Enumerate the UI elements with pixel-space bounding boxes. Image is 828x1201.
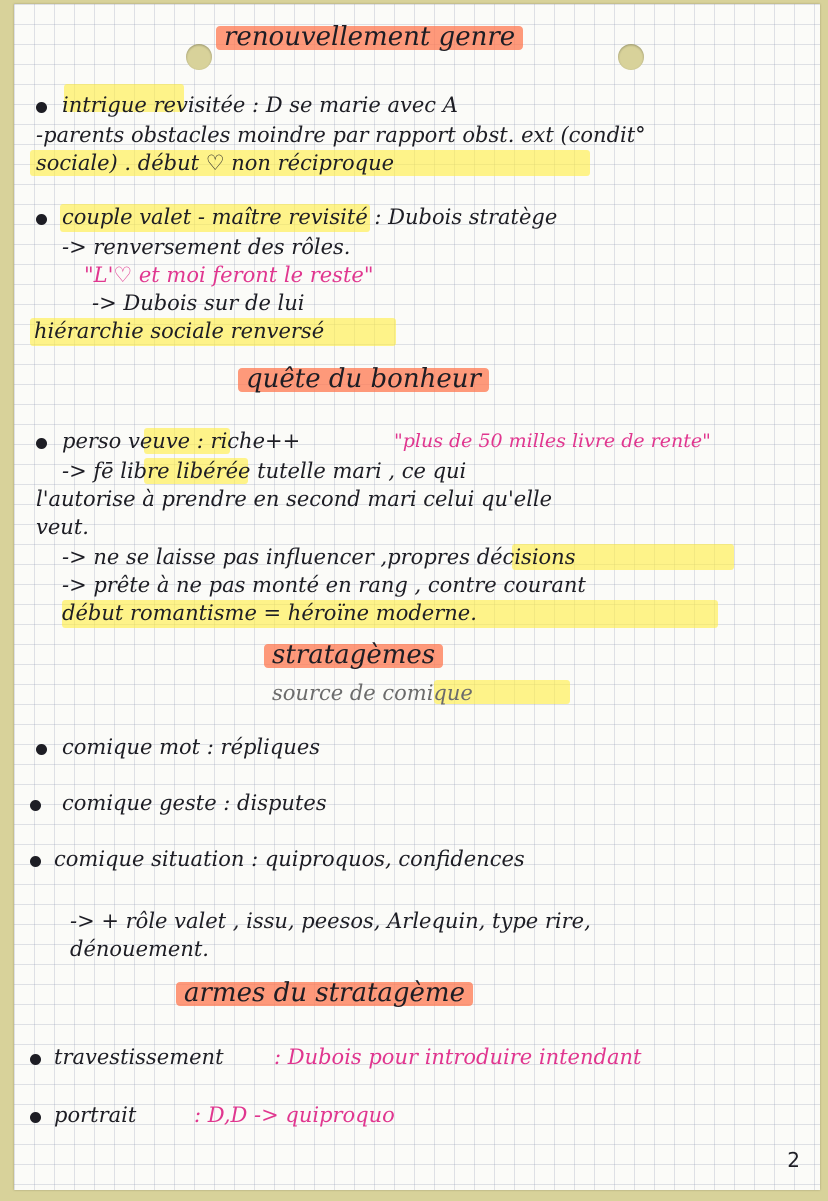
text-line: l'autorise à prendre en second mari celui qu'elle	[36, 487, 553, 511]
text-line: portrait	[54, 1103, 137, 1127]
text-line: hiérarchie sociale renversé	[34, 319, 325, 343]
bullet	[30, 1054, 41, 1065]
punch-hole-left	[186, 44, 212, 70]
text-line: comique mot : répliques	[62, 735, 321, 759]
text-line: -> fē libre libérée tutelle mari , ce qui	[62, 459, 467, 483]
section-title-armes: armes du stratagème	[184, 978, 465, 1008]
text-line: : D,D -> quiproquo	[194, 1103, 395, 1127]
bullet	[30, 1112, 41, 1123]
text-line: veut.	[36, 515, 89, 539]
text-line: -> renversement des rôles.	[62, 235, 351, 259]
bullet	[30, 800, 41, 811]
bullet	[36, 744, 47, 755]
text-line: comique geste : disputes	[62, 791, 327, 815]
section-subtitle: source de comique	[272, 681, 473, 705]
section-title-quete: quête du bonheur	[246, 364, 481, 394]
text-line: -parents obstacles moindre par rapport obst. ext (condit°	[36, 123, 646, 147]
note-sheet	[14, 4, 820, 1190]
bullet	[36, 102, 47, 113]
text-line: intrigue revisitée : D se marie avec A	[62, 93, 458, 117]
text-line: -> prête à ne pas monté en rang , contre courant	[62, 573, 586, 597]
text-line: travestissement	[54, 1045, 224, 1069]
bullet	[30, 856, 41, 867]
quote-line: "plus de 50 milles livre de rente"	[394, 430, 711, 452]
section-title-renouvellement: renouvellement genre	[224, 22, 515, 52]
punch-hole-right	[618, 44, 644, 70]
text-line: dénouement.	[70, 937, 209, 961]
page-number: 2	[787, 1148, 800, 1172]
text-line: sociale) . début ♡ non réciproque	[36, 151, 395, 175]
bullet	[36, 214, 47, 225]
text-line: -> Dubois sur de lui	[92, 291, 305, 315]
text-line: perso veuve : riche++	[62, 429, 301, 453]
bullet	[36, 438, 47, 449]
quote-line: "L'♡ et moi feront le reste"	[84, 263, 374, 287]
text-line: : Dubois pour introduire intendant	[274, 1045, 642, 1069]
text-line: couple valet - maître revisité : Dubois stratège	[62, 205, 558, 229]
text-line: comique situation : quiproquos, confidences	[54, 847, 525, 871]
section-title-stratagemes: stratagèmes	[272, 640, 435, 670]
text-line: -> + rôle valet , issu, peesos, Arlequin, type rire,	[70, 909, 591, 933]
text-line: début romantisme = héroïne moderne.	[62, 601, 477, 625]
text-line: -> ne se laisse pas influencer ,propres décisions	[62, 545, 576, 569]
